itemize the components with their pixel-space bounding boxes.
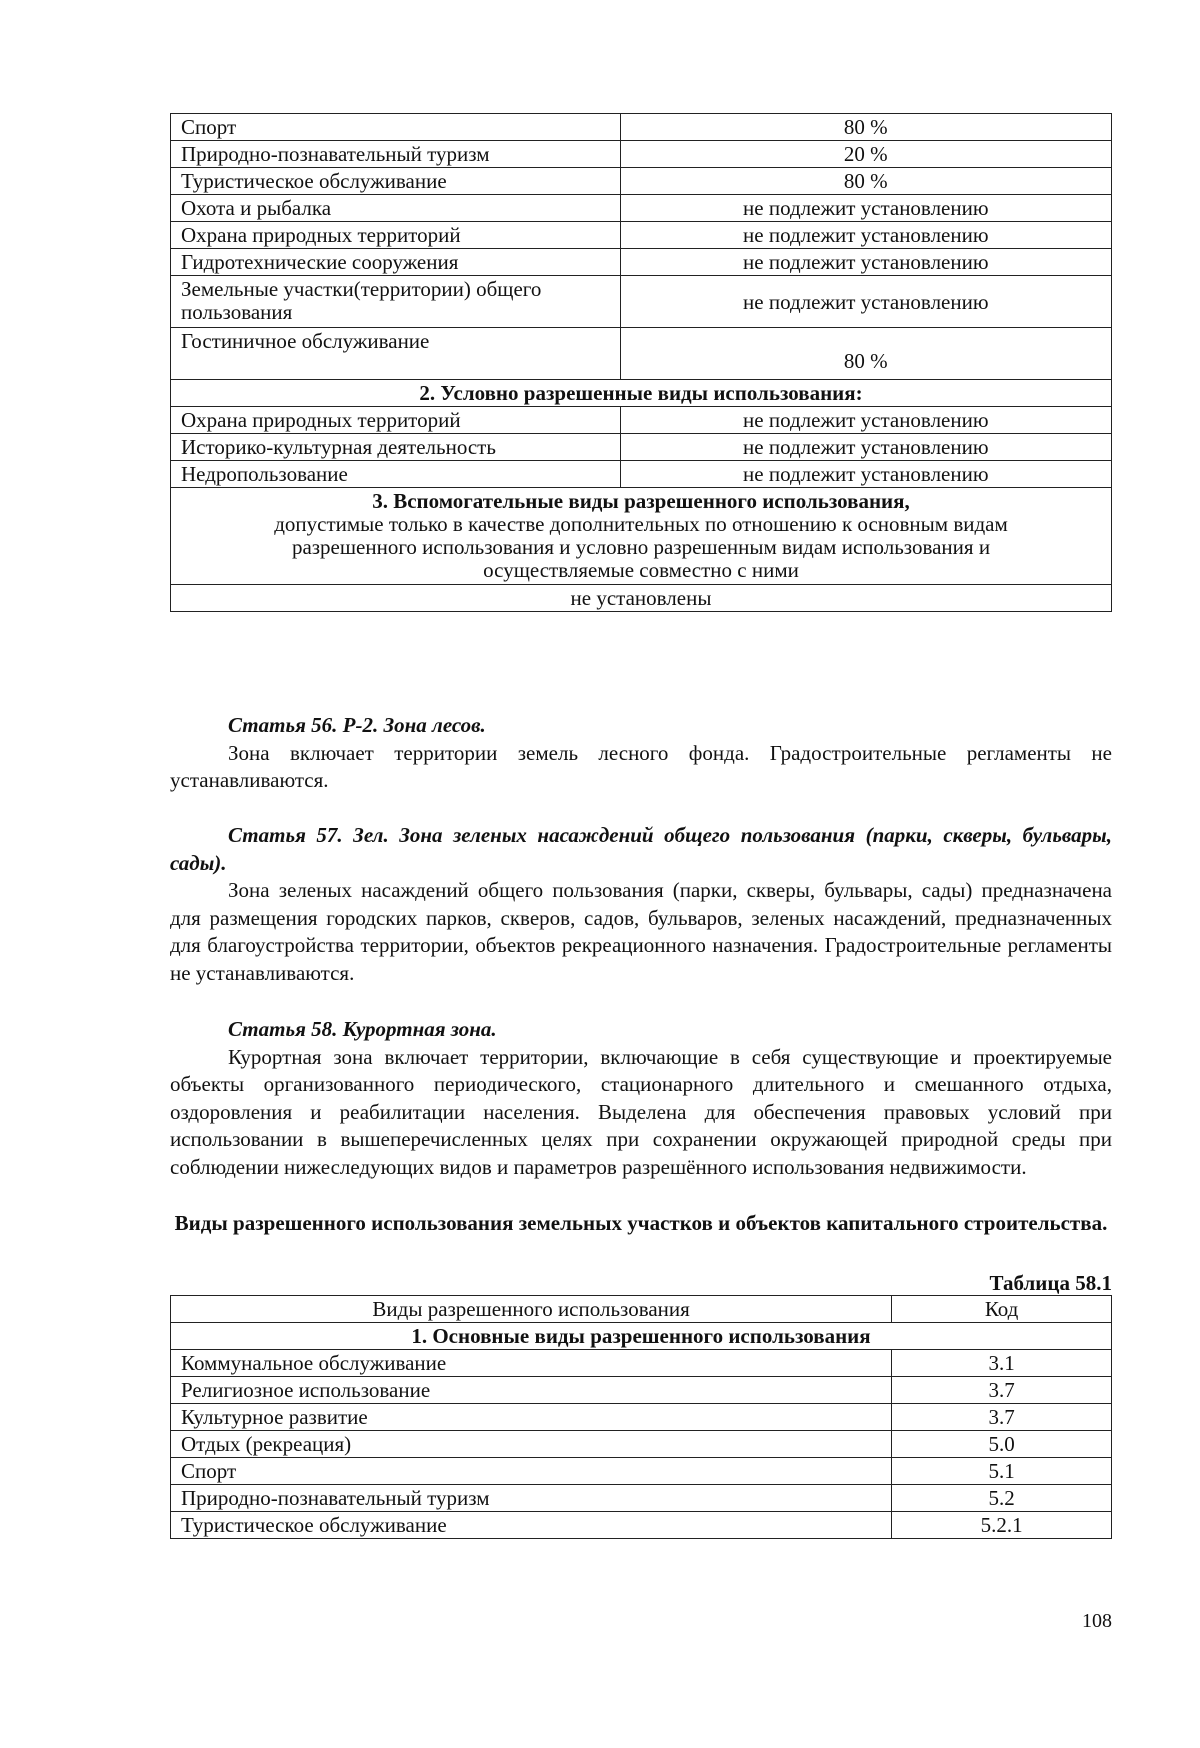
use-code: 5.1 (892, 1458, 1112, 1485)
use-value: не подлежит установлению (620, 461, 1111, 488)
table-row (171, 114, 1112, 141)
use-value: 20 % (620, 141, 1111, 168)
use-name: Коммунальное обслуживание (171, 1350, 892, 1377)
table-row (171, 1377, 1112, 1404)
use-value: не подлежит установлению (620, 434, 1111, 461)
section-header-row (171, 488, 1112, 585)
permitted-use-table-continued (170, 113, 1112, 612)
use-name: Культурное развитие (171, 1404, 892, 1431)
use-code: 3.7 (892, 1404, 1112, 1431)
article-heading: Статья 57. Зел. Зона зеленых насаждений общего пользования (парки, скверы, бульвары, сады). (170, 823, 1112, 875)
use-name: Туристическое обслуживание (171, 1512, 892, 1539)
table-label: Таблица 58.1 (989, 1271, 1112, 1295)
use-name: Охрана природных территорий (171, 407, 621, 434)
use-value: не подлежит установлению (620, 276, 1111, 328)
use-code: 5.0 (892, 1431, 1112, 1458)
use-name: Религиозное использование (171, 1377, 892, 1404)
use-value: 80 % (620, 328, 1111, 380)
use-name: Туристическое обслуживание (171, 168, 621, 195)
table-row (171, 1350, 1112, 1377)
use-name: Охрана природных территорий (171, 222, 621, 249)
table-row (171, 328, 1112, 380)
article-56 (170, 712, 1112, 795)
column-header-code: Код (892, 1296, 1112, 1323)
use-name: Историко-культурная деятельность (171, 434, 621, 461)
use-value: не подлежит установлению (620, 222, 1111, 249)
table-row (171, 168, 1112, 195)
table-row (171, 276, 1112, 328)
use-name: Спорт (171, 1458, 892, 1485)
use-code: 3.1 (892, 1350, 1112, 1377)
auxiliary-uses-cell (171, 488, 1112, 585)
page-number: 108 (1082, 1610, 1112, 1632)
use-name: Природно-познавательный туризм (171, 141, 621, 168)
use-code: 5.2.1 (892, 1512, 1112, 1539)
article-heading: Статья 56. Р-2. Зона лесов. (228, 713, 486, 737)
table-row (171, 434, 1112, 461)
use-value: 80 % (620, 114, 1111, 141)
section-header-row (171, 1323, 1112, 1350)
resort-zone-uses-table (170, 1295, 1112, 1539)
use-name: Природно-познавательный туризм (171, 1485, 892, 1512)
use-value: не подлежит установлению (620, 249, 1111, 276)
auxiliary-uses-value: не установлены (171, 585, 1112, 612)
use-value: не подлежит установлению (620, 407, 1111, 434)
table-row (171, 1458, 1112, 1485)
article-57 (170, 822, 1112, 987)
use-code: 5.2 (892, 1485, 1112, 1512)
use-name: Охота и рыбалка (171, 195, 621, 222)
table-row (171, 407, 1112, 434)
table-row (171, 195, 1112, 222)
table-row (171, 249, 1112, 276)
table-row (171, 1431, 1112, 1458)
use-code: 3.7 (892, 1377, 1112, 1404)
use-name: Гостиничное обслуживание (171, 328, 621, 380)
table-row (171, 1512, 1112, 1539)
table-header-row (171, 1296, 1112, 1323)
table-row (171, 461, 1112, 488)
article-text: Зона включает территории земель лесного фонда. Градостроительные регламенты не устанавливаются. (170, 740, 1112, 792)
use-name: Недропользование (171, 461, 621, 488)
auxiliary-uses-description: допустимые только в качестве дополнительных по отношению к основным видам разрешенного использования и условно разрешенным видам использования и осуществляемые совместно с ними (274, 512, 1008, 582)
use-name: Спорт (171, 114, 621, 141)
article-text: Курортная зона включает территории, включающие в себя существующие и проектируемые объекты организованного периодического, стационарного длительного и смешанного отдыха, оздоровления и реабилитации населения. Выделена для обеспечения правовых условий при использовании в вышеперечисленных целях при сохранении окружающей природной среды при соблюдении нижеследующих видов и параметров разрешённого использования недвижимости. (170, 1044, 1112, 1179)
table-row (171, 141, 1112, 168)
main-uses-header: 1. Основные виды разрешенного использования (171, 1323, 1112, 1350)
table-row (171, 1485, 1112, 1512)
table-row (171, 1404, 1112, 1431)
column-header-name: Виды разрешенного использования (171, 1296, 892, 1323)
use-value: не подлежит установлению (620, 195, 1111, 222)
table-row (171, 585, 1112, 612)
table-title: Виды разрешенного использования земельных участков и объектов капитального строительства. (174, 1211, 1108, 1235)
table-row (171, 222, 1112, 249)
use-name: Земельные участки(территории) общего пользования (171, 276, 621, 328)
article-heading: Статья 58. Курортная зона. (228, 1017, 497, 1041)
article-58 (170, 1016, 1112, 1181)
use-name: Отдых (рекреация) (171, 1431, 892, 1458)
use-value: 80 % (620, 168, 1111, 195)
article-text: Зона зеленых насаждений общего пользования (парки, скверы, бульвары, сады) предназначена для размещения городских парков, скверов, садов, бульваров, зеленых насаждений, предназначенных для благоустройства территории, объектов рекреационного назначения. Градостроительные регламенты не устанавливаются. (170, 878, 1112, 985)
conditional-uses-header: 2. Условно разрешенные виды использования: (171, 380, 1112, 407)
section-header-row (171, 380, 1112, 407)
auxiliary-uses-header: 3. Вспомогательные виды разрешенного использования, (372, 489, 910, 513)
use-name: Гидротехнические сооружения (171, 249, 621, 276)
